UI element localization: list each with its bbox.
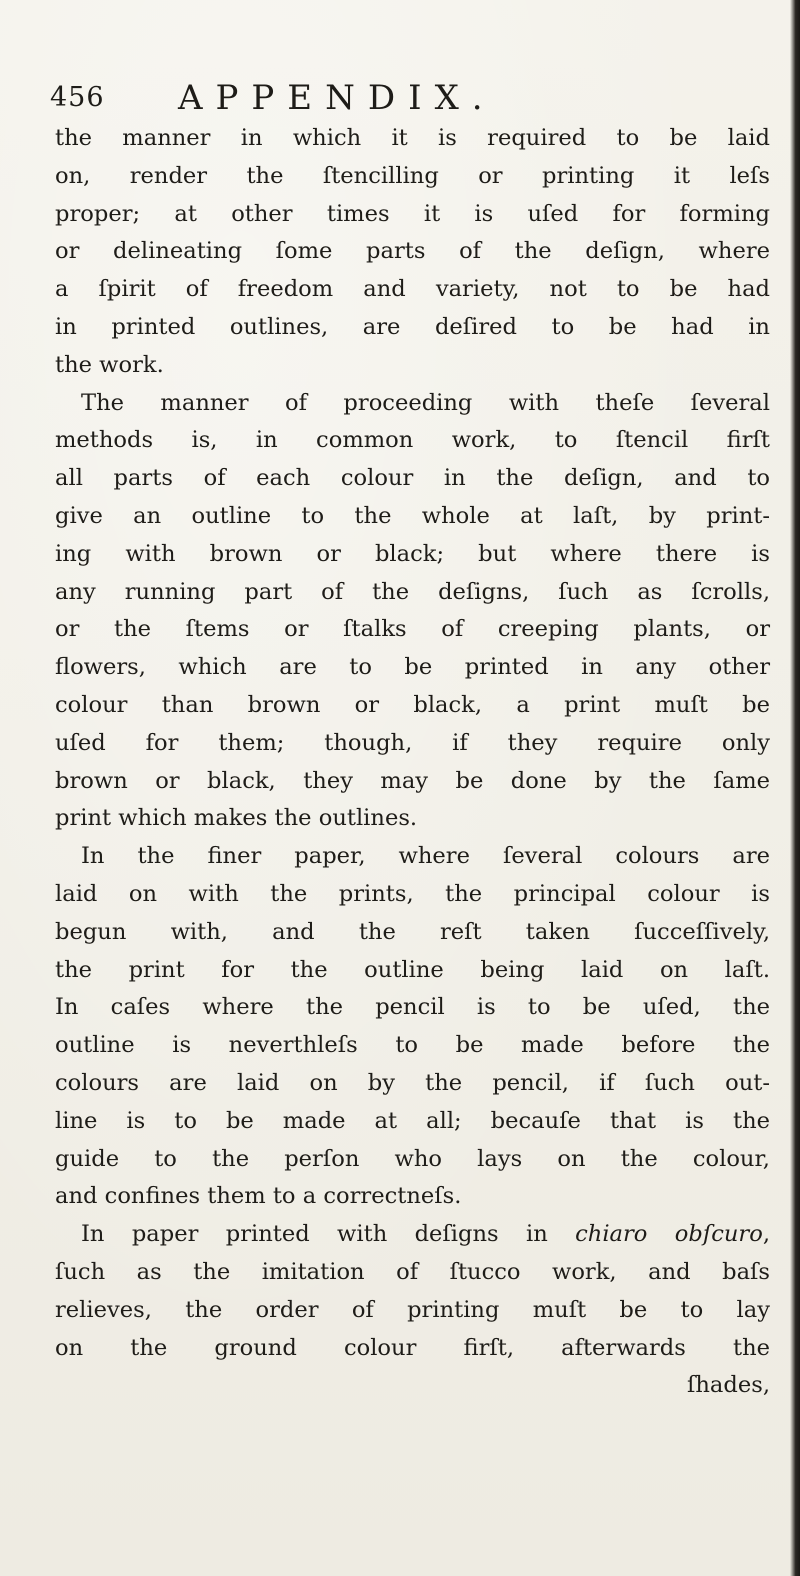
text-line: on the ground colour firſt, afterwards the <box>55 1334 770 1361</box>
text-line: in printed outlines, are deſired to be had in <box>55 313 770 340</box>
text-line: In paper printed with deſigns in chiaro obſcuro, <box>81 1221 770 1248</box>
page-number: 456 <box>50 82 105 113</box>
page-header <box>50 78 750 118</box>
text-line: brown or black, they may be done by the ſame <box>55 767 770 794</box>
text-line: colour than brown or black, a print muſt be <box>55 691 770 718</box>
text-line: or the ſtems or ſtalks of creeping plants, or <box>55 616 770 643</box>
text-line: methods is, in common work, to ſtencil firſt <box>55 427 770 454</box>
text-line: flowers, which are to be printed in any other <box>55 654 770 681</box>
text-line: uſed for them; though, if they require only <box>55 729 770 756</box>
text-line: In caſes where the pencil is to be uſed, the <box>55 994 770 1021</box>
text-line: proper; at other times it is uſed for forming <box>55 200 770 227</box>
text-line: and confines them to a correctneſs. <box>55 1183 462 1210</box>
body-text <box>55 120 770 1405</box>
text-line: ing with brown or black; but where there is <box>55 540 770 567</box>
text-line: line is to be made at all; becauſe that is the <box>55 1107 770 1134</box>
text-line: ſuch as the imitation of ſtucco work, and baſs <box>55 1258 770 1285</box>
text-line: a ſpirit of freedom and variety, not to be had <box>55 276 770 303</box>
text-line: all parts of each colour in the deſign, and to <box>55 465 770 492</box>
text-line: any running part of the deſigns, ſuch as ſcrolls, <box>55 578 770 605</box>
page-edge-shadow <box>790 0 800 1576</box>
text-line: laid on with the prints, the principal colour is <box>55 880 770 907</box>
text-line: The manner of proceeding with theſe ſeveral <box>81 389 770 416</box>
text-line: outline is neverthleſs to be made before the <box>55 1032 770 1059</box>
text-line: colours are laid on by the pencil, if ſuch out- <box>55 1069 770 1096</box>
text-line: relieves, the order of printing muſt be to lay <box>55 1296 770 1323</box>
text-line: guide to the perſon who lays on the colour, <box>55 1145 770 1172</box>
running-head: APPENDIX. <box>178 78 496 118</box>
catchword: ſhades, <box>687 1372 770 1399</box>
text-line: In the finer paper, where ſeveral colours are <box>81 843 770 870</box>
italic-phrase: chiaro obſcuro <box>575 1221 763 1248</box>
text-line: print which makes the outlines. <box>55 805 418 832</box>
text-line: the work. <box>55 351 164 378</box>
text-line: the manner in which it is required to be laid <box>55 125 770 151</box>
text-line: or delineating ſome parts of the deſign, where <box>55 238 770 265</box>
text-line: begun with, and the reſt taken ſucceſſively, <box>55 918 770 945</box>
text-line: on, render the ſtencilling or printing it leſs <box>55 162 770 189</box>
text-line: give an outline to the whole at laſt, by print- <box>55 502 770 529</box>
text-line: the print for the outline being laid on laſt. <box>55 956 770 983</box>
